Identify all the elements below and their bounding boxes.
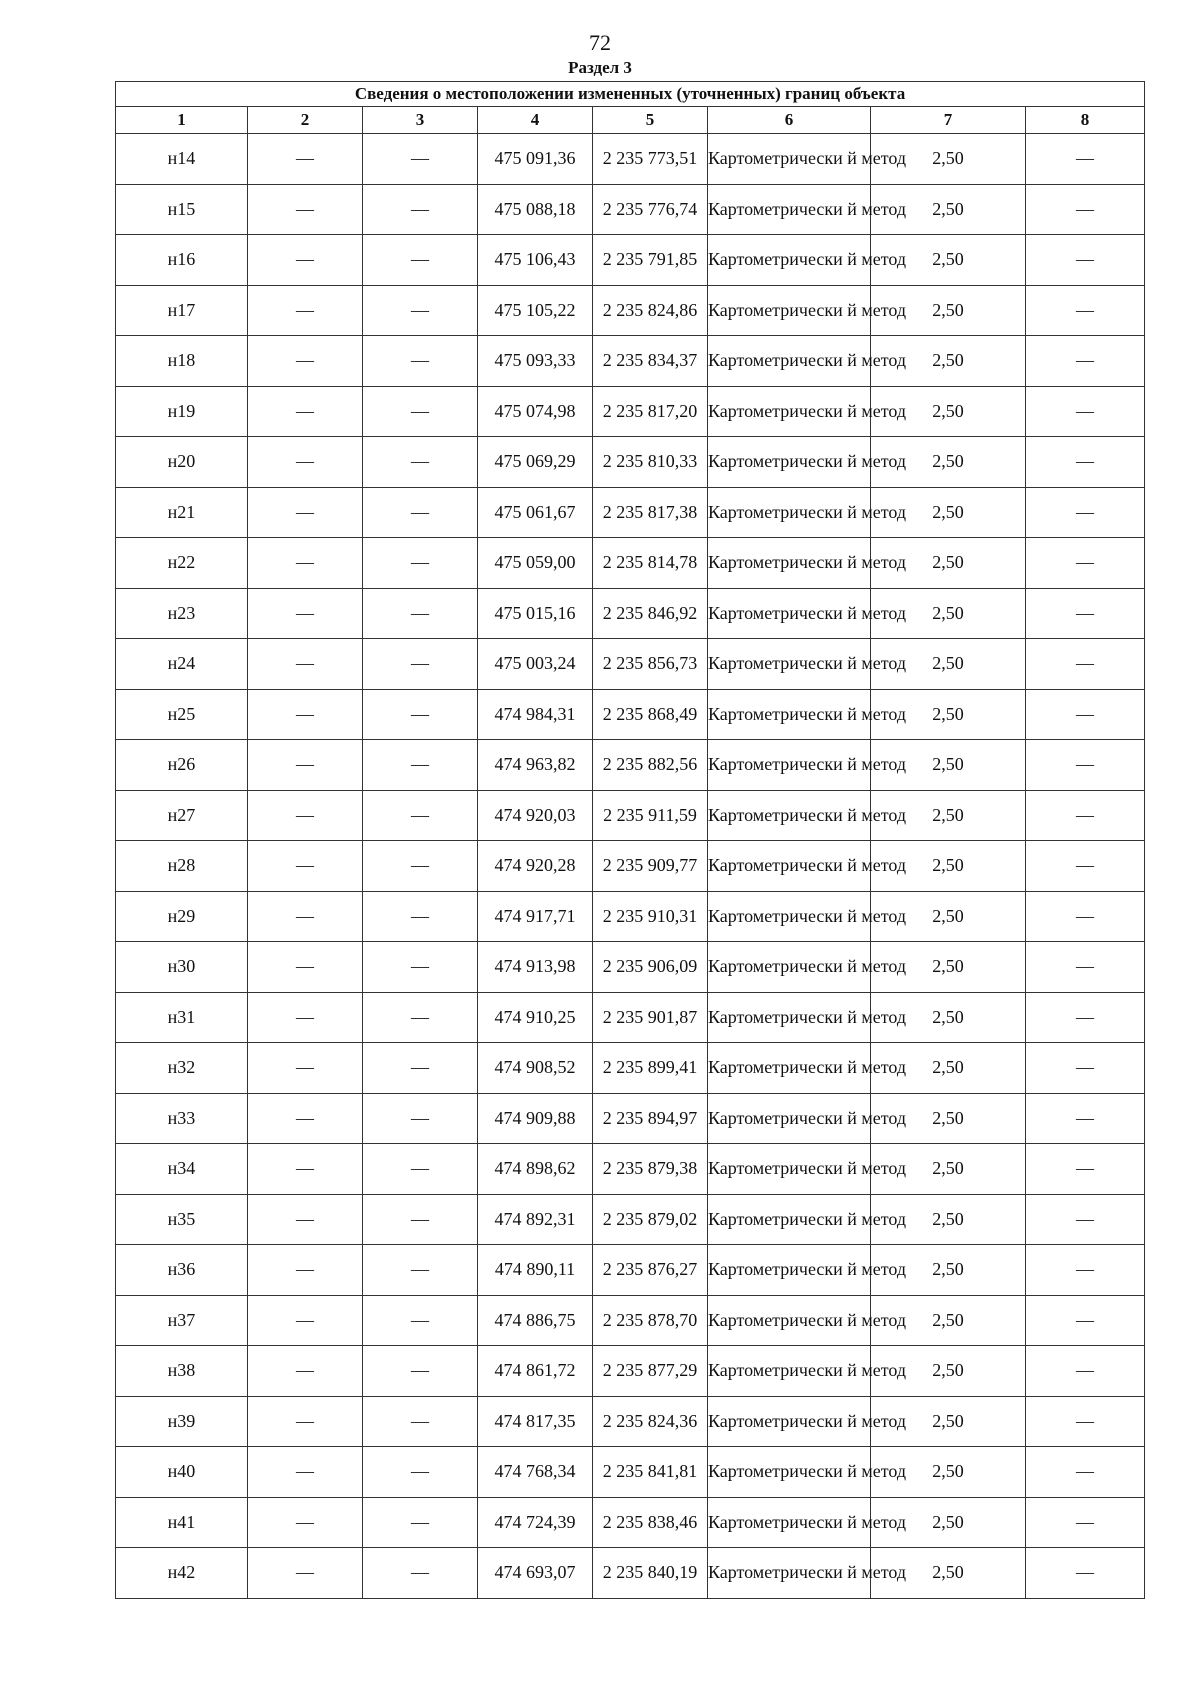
- column-8-cell: —: [1026, 1548, 1145, 1599]
- column-8-cell: —: [1026, 689, 1145, 740]
- precision-cell: 2,50: [871, 740, 1026, 791]
- table-row: [116, 487, 1145, 538]
- section-title: Раздел 3: [568, 58, 632, 77]
- table-row: [116, 639, 1145, 690]
- y-coordinate-cell: 2 235 824,36: [593, 1396, 708, 1447]
- precision-cell: 2,50: [871, 639, 1026, 690]
- point-cell: н41: [116, 1497, 248, 1548]
- column-3-cell: —: [363, 285, 478, 336]
- column-8-cell: —: [1026, 639, 1145, 690]
- method-cell: Картометрически й метод: [708, 1144, 871, 1195]
- x-coordinate-cell: 475 015,16: [478, 588, 593, 639]
- method-cell: Картометрически й метод: [708, 1043, 871, 1094]
- precision-cell: 2,50: [871, 487, 1026, 538]
- table-row: [116, 1194, 1145, 1245]
- column-2-cell: —: [248, 1043, 363, 1094]
- x-coordinate-cell: 474 917,71: [478, 891, 593, 942]
- method-cell: Картометрически й метод: [708, 1295, 871, 1346]
- point-cell: н38: [116, 1346, 248, 1397]
- y-coordinate-cell: 2 235 838,46: [593, 1497, 708, 1548]
- point-cell: н15: [116, 184, 248, 235]
- x-coordinate-cell: 475 093,33: [478, 336, 593, 387]
- column-8-cell: —: [1026, 1194, 1145, 1245]
- precision-cell: 2,50: [871, 942, 1026, 993]
- column-2-cell: —: [248, 942, 363, 993]
- column-8-cell: —: [1026, 1396, 1145, 1447]
- method-cell: Картометрически й метод: [708, 689, 871, 740]
- column-2-cell: —: [248, 841, 363, 892]
- table-row: [116, 1396, 1145, 1447]
- y-coordinate-cell: 2 235 791,85: [593, 235, 708, 286]
- table-row: [116, 1245, 1145, 1296]
- column-8-cell: —: [1026, 790, 1145, 841]
- precision-cell: 2,50: [871, 134, 1026, 185]
- column-3-cell: —: [363, 992, 478, 1043]
- table-row: [116, 1346, 1145, 1397]
- column-2-cell: —: [248, 639, 363, 690]
- precision-cell: 2,50: [871, 285, 1026, 336]
- column-3-cell: —: [363, 841, 478, 892]
- precision-cell: 2,50: [871, 1346, 1026, 1397]
- x-coordinate-cell: 474 909,88: [478, 1093, 593, 1144]
- y-coordinate-cell: 2 235 810,33: [593, 437, 708, 488]
- y-coordinate-cell: 2 235 834,37: [593, 336, 708, 387]
- y-coordinate-cell: 2 235 899,41: [593, 1043, 708, 1094]
- y-coordinate-cell: 2 235 901,87: [593, 992, 708, 1043]
- table-body: [116, 82, 1145, 1599]
- table-row: [116, 134, 1145, 185]
- table-row: [116, 1144, 1145, 1195]
- precision-cell: 2,50: [871, 386, 1026, 437]
- point-cell: н14: [116, 134, 248, 185]
- column-2-cell: —: [248, 1447, 363, 1498]
- column-2-cell: —: [248, 386, 363, 437]
- point-cell: н19: [116, 386, 248, 437]
- column-8-cell: —: [1026, 487, 1145, 538]
- table-row: [116, 285, 1145, 336]
- method-cell: Картометрически й метод: [708, 891, 871, 942]
- y-coordinate-cell: 2 235 814,78: [593, 538, 708, 589]
- precision-cell: 2,50: [871, 1396, 1026, 1447]
- precision-cell: 2,50: [871, 689, 1026, 740]
- x-coordinate-cell: 475 003,24: [478, 639, 593, 690]
- column-8-cell: —: [1026, 437, 1145, 488]
- column-3-cell: —: [363, 891, 478, 942]
- method-cell: Картометрически й метод: [708, 740, 871, 791]
- column-8-cell: —: [1026, 336, 1145, 387]
- x-coordinate-cell: 474 908,52: [478, 1043, 593, 1094]
- column-3-cell: —: [363, 639, 478, 690]
- x-coordinate-cell: 474 920,28: [478, 841, 593, 892]
- point-cell: н33: [116, 1093, 248, 1144]
- x-coordinate-cell: 475 069,29: [478, 437, 593, 488]
- column-2-cell: —: [248, 1396, 363, 1447]
- x-coordinate-cell: 475 061,67: [478, 487, 593, 538]
- y-coordinate-cell: 2 235 894,97: [593, 1093, 708, 1144]
- method-cell: Картометрически й метод: [708, 285, 871, 336]
- table-row: [116, 1497, 1145, 1548]
- column-3-cell: —: [363, 336, 478, 387]
- page-number: 72: [589, 30, 611, 55]
- x-coordinate-cell: 474 910,25: [478, 992, 593, 1043]
- method-cell: Картометрически й метод: [708, 1346, 871, 1397]
- column-8-cell: —: [1026, 134, 1145, 185]
- point-cell: н27: [116, 790, 248, 841]
- y-coordinate-cell: 2 235 856,73: [593, 639, 708, 690]
- precision-cell: 2,50: [871, 1295, 1026, 1346]
- column-8-cell: —: [1026, 1295, 1145, 1346]
- column-8-cell: —: [1026, 891, 1145, 942]
- table-caption-row: [116, 82, 1145, 107]
- column-2-cell: —: [248, 1295, 363, 1346]
- column-3-cell: —: [363, 1093, 478, 1144]
- point-cell: н28: [116, 841, 248, 892]
- column-2-cell: —: [248, 1245, 363, 1296]
- column-2-cell: —: [248, 184, 363, 235]
- y-coordinate-cell: 2 235 879,38: [593, 1144, 708, 1195]
- precision-cell: 2,50: [871, 184, 1026, 235]
- point-cell: н37: [116, 1295, 248, 1346]
- method-cell: Картометрически й метод: [708, 841, 871, 892]
- y-coordinate-cell: 2 235 773,51: [593, 134, 708, 185]
- precision-cell: 2,50: [871, 790, 1026, 841]
- column-8-cell: —: [1026, 1144, 1145, 1195]
- column-header: 3: [363, 107, 478, 134]
- y-coordinate-cell: 2 235 817,38: [593, 487, 708, 538]
- precision-cell: 2,50: [871, 1548, 1026, 1599]
- precision-cell: 2,50: [871, 1043, 1026, 1094]
- column-3-cell: —: [363, 740, 478, 791]
- column-3-cell: —: [363, 235, 478, 286]
- column-3-cell: —: [363, 386, 478, 437]
- point-cell: н30: [116, 942, 248, 993]
- method-cell: Картометрически й метод: [708, 790, 871, 841]
- column-3-cell: —: [363, 487, 478, 538]
- column-2-cell: —: [248, 790, 363, 841]
- column-2-cell: —: [248, 487, 363, 538]
- column-2-cell: —: [248, 336, 363, 387]
- column-2-cell: —: [248, 740, 363, 791]
- column-3-cell: —: [363, 1144, 478, 1195]
- table-row: [116, 538, 1145, 589]
- table-row: [116, 1548, 1145, 1599]
- method-cell: Картометрически й метод: [708, 1548, 871, 1599]
- y-coordinate-cell: 2 235 876,27: [593, 1245, 708, 1296]
- method-cell: Картометрически й метод: [708, 992, 871, 1043]
- precision-cell: 2,50: [871, 1447, 1026, 1498]
- method-cell: Картометрически й метод: [708, 336, 871, 387]
- column-2-cell: —: [248, 1548, 363, 1599]
- column-8-cell: —: [1026, 285, 1145, 336]
- point-cell: н40: [116, 1447, 248, 1498]
- x-coordinate-cell: 474 861,72: [478, 1346, 593, 1397]
- x-coordinate-cell: 474 913,98: [478, 942, 593, 993]
- column-2-cell: —: [248, 891, 363, 942]
- y-coordinate-cell: 2 235 877,29: [593, 1346, 708, 1397]
- x-coordinate-cell: 475 088,18: [478, 184, 593, 235]
- x-coordinate-cell: 475 074,98: [478, 386, 593, 437]
- table-header-row: [116, 107, 1145, 134]
- table-row: [116, 386, 1145, 437]
- column-2-cell: —: [248, 538, 363, 589]
- y-coordinate-cell: 2 235 879,02: [593, 1194, 708, 1245]
- method-cell: Картометрически й метод: [708, 639, 871, 690]
- table-row: [116, 1093, 1145, 1144]
- method-cell: Картометрически й метод: [708, 235, 871, 286]
- y-coordinate-cell: 2 235 824,86: [593, 285, 708, 336]
- column-3-cell: —: [363, 942, 478, 993]
- method-cell: Картометрически й метод: [708, 1093, 871, 1144]
- column-8-cell: —: [1026, 740, 1145, 791]
- column-8-cell: —: [1026, 1245, 1145, 1296]
- table-row: [116, 235, 1145, 286]
- table-caption: Сведения о местоположении измененных (уточненных) границ объекта: [116, 82, 1145, 107]
- column-3-cell: —: [363, 689, 478, 740]
- column-3-cell: —: [363, 538, 478, 589]
- coordinates-table: [115, 81, 1145, 1599]
- column-2-cell: —: [248, 588, 363, 639]
- point-cell: н29: [116, 891, 248, 942]
- column-8-cell: —: [1026, 1043, 1145, 1094]
- column-3-cell: —: [363, 1396, 478, 1447]
- method-cell: Картометрически й метод: [708, 942, 871, 993]
- column-8-cell: —: [1026, 184, 1145, 235]
- table-row: [116, 1295, 1145, 1346]
- table-row: [116, 942, 1145, 993]
- y-coordinate-cell: 2 235 868,49: [593, 689, 708, 740]
- column-header: 2: [248, 107, 363, 134]
- column-header: 7: [871, 107, 1026, 134]
- precision-cell: 2,50: [871, 992, 1026, 1043]
- point-cell: н26: [116, 740, 248, 791]
- precision-cell: 2,50: [871, 1497, 1026, 1548]
- point-cell: н36: [116, 1245, 248, 1296]
- method-cell: Картометрически й метод: [708, 1497, 871, 1548]
- column-2-cell: —: [248, 992, 363, 1043]
- y-coordinate-cell: 2 235 840,19: [593, 1548, 708, 1599]
- method-cell: Картометрически й метод: [708, 1447, 871, 1498]
- column-2-cell: —: [248, 1346, 363, 1397]
- column-3-cell: —: [363, 588, 478, 639]
- x-coordinate-cell: 474 724,39: [478, 1497, 593, 1548]
- table-row: [116, 689, 1145, 740]
- column-8-cell: —: [1026, 1497, 1145, 1548]
- column-header: 5: [593, 107, 708, 134]
- x-coordinate-cell: 475 105,22: [478, 285, 593, 336]
- table-row: [116, 841, 1145, 892]
- x-coordinate-cell: 474 817,35: [478, 1396, 593, 1447]
- column-2-cell: —: [248, 1497, 363, 1548]
- point-cell: н17: [116, 285, 248, 336]
- x-coordinate-cell: 474 886,75: [478, 1295, 593, 1346]
- x-coordinate-cell: 475 059,00: [478, 538, 593, 589]
- y-coordinate-cell: 2 235 882,56: [593, 740, 708, 791]
- column-2-cell: —: [248, 437, 363, 488]
- column-8-cell: —: [1026, 992, 1145, 1043]
- column-3-cell: —: [363, 134, 478, 185]
- column-8-cell: —: [1026, 386, 1145, 437]
- point-cell: н25: [116, 689, 248, 740]
- method-cell: Картометрически й метод: [708, 134, 871, 185]
- column-8-cell: —: [1026, 1093, 1145, 1144]
- table-row: [116, 1447, 1145, 1498]
- column-8-cell: —: [1026, 841, 1145, 892]
- table-row: [116, 740, 1145, 791]
- method-cell: Картометрически й метод: [708, 538, 871, 589]
- column-8-cell: —: [1026, 942, 1145, 993]
- y-coordinate-cell: 2 235 776,74: [593, 184, 708, 235]
- column-3-cell: —: [363, 1447, 478, 1498]
- column-8-cell: —: [1026, 538, 1145, 589]
- table-row: [116, 184, 1145, 235]
- precision-cell: 2,50: [871, 1144, 1026, 1195]
- precision-cell: 2,50: [871, 235, 1026, 286]
- point-cell: н42: [116, 1548, 248, 1599]
- column-2-cell: —: [248, 689, 363, 740]
- column-3-cell: —: [363, 1043, 478, 1094]
- column-3-cell: —: [363, 790, 478, 841]
- x-coordinate-cell: 474 984,31: [478, 689, 593, 740]
- column-header: 8: [1026, 107, 1145, 134]
- x-coordinate-cell: 474 693,07: [478, 1548, 593, 1599]
- x-coordinate-cell: 474 963,82: [478, 740, 593, 791]
- point-cell: н16: [116, 235, 248, 286]
- column-3-cell: —: [363, 437, 478, 488]
- point-cell: н39: [116, 1396, 248, 1447]
- y-coordinate-cell: 2 235 817,20: [593, 386, 708, 437]
- x-coordinate-cell: 474 768,34: [478, 1447, 593, 1498]
- column-3-cell: —: [363, 184, 478, 235]
- point-cell: н18: [116, 336, 248, 387]
- table-row: [116, 891, 1145, 942]
- table-row: [116, 790, 1145, 841]
- table-row: [116, 992, 1145, 1043]
- table-row: [116, 1043, 1145, 1094]
- point-cell: н24: [116, 639, 248, 690]
- table-row: [116, 588, 1145, 639]
- x-coordinate-cell: 474 898,62: [478, 1144, 593, 1195]
- point-cell: н31: [116, 992, 248, 1043]
- x-coordinate-cell: 474 920,03: [478, 790, 593, 841]
- column-2-cell: —: [248, 1093, 363, 1144]
- column-2-cell: —: [248, 1194, 363, 1245]
- y-coordinate-cell: 2 235 906,09: [593, 942, 708, 993]
- point-cell: н22: [116, 538, 248, 589]
- precision-cell: 2,50: [871, 588, 1026, 639]
- precision-cell: 2,50: [871, 891, 1026, 942]
- precision-cell: 2,50: [871, 437, 1026, 488]
- method-cell: Картометрически й метод: [708, 487, 871, 538]
- column-header: 4: [478, 107, 593, 134]
- method-cell: Картометрически й метод: [708, 386, 871, 437]
- method-cell: Картометрически й метод: [708, 1194, 871, 1245]
- column-3-cell: —: [363, 1245, 478, 1296]
- precision-cell: 2,50: [871, 1194, 1026, 1245]
- column-8-cell: —: [1026, 1447, 1145, 1498]
- x-coordinate-cell: 474 892,31: [478, 1194, 593, 1245]
- column-2-cell: —: [248, 285, 363, 336]
- column-2-cell: —: [248, 1144, 363, 1195]
- column-header: 1: [116, 107, 248, 134]
- column-header: 6: [708, 107, 871, 134]
- column-3-cell: —: [363, 1497, 478, 1548]
- method-cell: Картометрически й метод: [708, 588, 871, 639]
- method-cell: Картометрически й метод: [708, 1245, 871, 1296]
- precision-cell: 2,50: [871, 336, 1026, 387]
- point-cell: н21: [116, 487, 248, 538]
- method-cell: Картометрически й метод: [708, 437, 871, 488]
- y-coordinate-cell: 2 235 910,31: [593, 891, 708, 942]
- point-cell: н32: [116, 1043, 248, 1094]
- point-cell: н20: [116, 437, 248, 488]
- column-3-cell: —: [363, 1295, 478, 1346]
- y-coordinate-cell: 2 235 909,77: [593, 841, 708, 892]
- column-2-cell: —: [248, 134, 363, 185]
- column-2-cell: —: [248, 235, 363, 286]
- point-cell: н35: [116, 1194, 248, 1245]
- point-cell: н34: [116, 1144, 248, 1195]
- x-coordinate-cell: 475 106,43: [478, 235, 593, 286]
- method-cell: Картометрически й метод: [708, 1396, 871, 1447]
- column-3-cell: —: [363, 1548, 478, 1599]
- y-coordinate-cell: 2 235 911,59: [593, 790, 708, 841]
- column-3-cell: —: [363, 1194, 478, 1245]
- x-coordinate-cell: 474 890,11: [478, 1245, 593, 1296]
- y-coordinate-cell: 2 235 878,70: [593, 1295, 708, 1346]
- column-8-cell: —: [1026, 588, 1145, 639]
- column-8-cell: —: [1026, 235, 1145, 286]
- method-cell: Картометрически й метод: [708, 184, 871, 235]
- table-row: [116, 437, 1145, 488]
- y-coordinate-cell: 2 235 846,92: [593, 588, 708, 639]
- table-row: [116, 336, 1145, 387]
- precision-cell: 2,50: [871, 1245, 1026, 1296]
- x-coordinate-cell: 475 091,36: [478, 134, 593, 185]
- precision-cell: 2,50: [871, 1093, 1026, 1144]
- point-cell: н23: [116, 588, 248, 639]
- column-3-cell: —: [363, 1346, 478, 1397]
- column-8-cell: —: [1026, 1346, 1145, 1397]
- precision-cell: 2,50: [871, 538, 1026, 589]
- precision-cell: 2,50: [871, 841, 1026, 892]
- y-coordinate-cell: 2 235 841,81: [593, 1447, 708, 1498]
